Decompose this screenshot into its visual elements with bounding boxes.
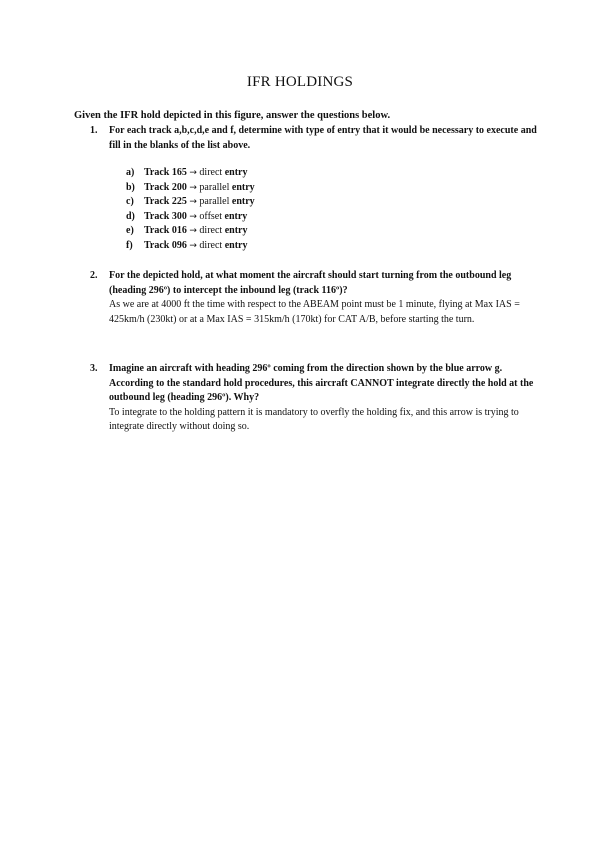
entry-word: entry bbox=[231, 196, 255, 208]
right-arrow-icon: → bbox=[189, 211, 197, 222]
question-number: 2. bbox=[90, 270, 98, 281]
list-item bbox=[126, 210, 255, 225]
question-text: For the depicted hold, at what moment the aircraft should start turning from the outbound leg (heading 296º) to intercept the inbound leg (track 116º)? bbox=[109, 270, 512, 296]
list-item bbox=[126, 181, 255, 196]
track-entry-list bbox=[126, 166, 255, 254]
right-arrow-icon: → bbox=[189, 197, 197, 208]
track-label: Track 096 bbox=[144, 239, 187, 251]
item-letter: e) bbox=[126, 225, 134, 237]
entry-type: direct bbox=[199, 239, 223, 251]
right-arrow-icon: → bbox=[189, 240, 197, 251]
entry-type: parallel bbox=[199, 181, 230, 193]
question-3 bbox=[90, 362, 542, 435]
list-item bbox=[126, 195, 255, 210]
track-label: Track 300 bbox=[144, 210, 187, 222]
list-item bbox=[126, 239, 255, 254]
track-label: Track 200 bbox=[144, 181, 187, 193]
question-number: 3. bbox=[90, 363, 98, 374]
right-arrow-icon: → bbox=[189, 226, 197, 237]
item-letter: a) bbox=[126, 167, 135, 178]
document-title: IFR HOLDINGS bbox=[246, 74, 354, 90]
entry-type: offset bbox=[199, 210, 223, 222]
track-label: Track 225 bbox=[144, 196, 187, 208]
item-letter: b) bbox=[126, 181, 135, 193]
entry-word: entry bbox=[224, 210, 248, 222]
right-arrow-icon: → bbox=[189, 168, 197, 178]
item-letter: f) bbox=[126, 239, 133, 251]
right-arrow-icon: → bbox=[189, 182, 197, 193]
answer-text: To integrate to the holding pattern it is mandatory to overfly the holding fix, and this arrow is trying to integrate directly without doing so. bbox=[109, 406, 519, 432]
answer-text: As we are at 4000 ft the time with respect to the ABEAM point must be 1 minute, flying at Max IAS = 425km/h (230kt) or at a Max IAS = 315km/h (170kt) for CAT A/B, before starting the turn. bbox=[109, 299, 520, 325]
question-text: Imagine an aircraft with heading 296º coming from the direction shown by the blue arrow g. According to the standard hold procedures, this aircraft CANNOT integrate directly the hold at the outbound leg (heading 296º). Why? bbox=[109, 363, 534, 403]
entry-type: direct bbox=[199, 167, 223, 178]
entry-word: entry bbox=[231, 181, 255, 193]
question-number: 1. bbox=[90, 125, 98, 136]
question-1 bbox=[90, 124, 542, 153]
item-letter: c) bbox=[126, 196, 134, 208]
track-label: Track 165 bbox=[144, 167, 187, 178]
entry-type: direct bbox=[199, 225, 223, 237]
intro-instruction: Given the IFR hold depicted in this figure, answer the questions below. bbox=[74, 110, 391, 121]
track-label: Track 016 bbox=[144, 225, 187, 237]
item-letter: d) bbox=[126, 210, 135, 222]
entry-word: entry bbox=[224, 225, 248, 237]
question-2 bbox=[90, 269, 542, 327]
entry-type: parallel bbox=[199, 196, 230, 208]
entry-word: entry bbox=[224, 167, 248, 178]
list-item bbox=[126, 224, 255, 239]
list-item bbox=[126, 166, 255, 181]
question-text: For each track a,b,c,d,e and f, determine with type of entry that it would be necessary to execute and fill in the blanks of the list above. bbox=[109, 125, 537, 151]
entry-word: entry bbox=[224, 239, 248, 251]
